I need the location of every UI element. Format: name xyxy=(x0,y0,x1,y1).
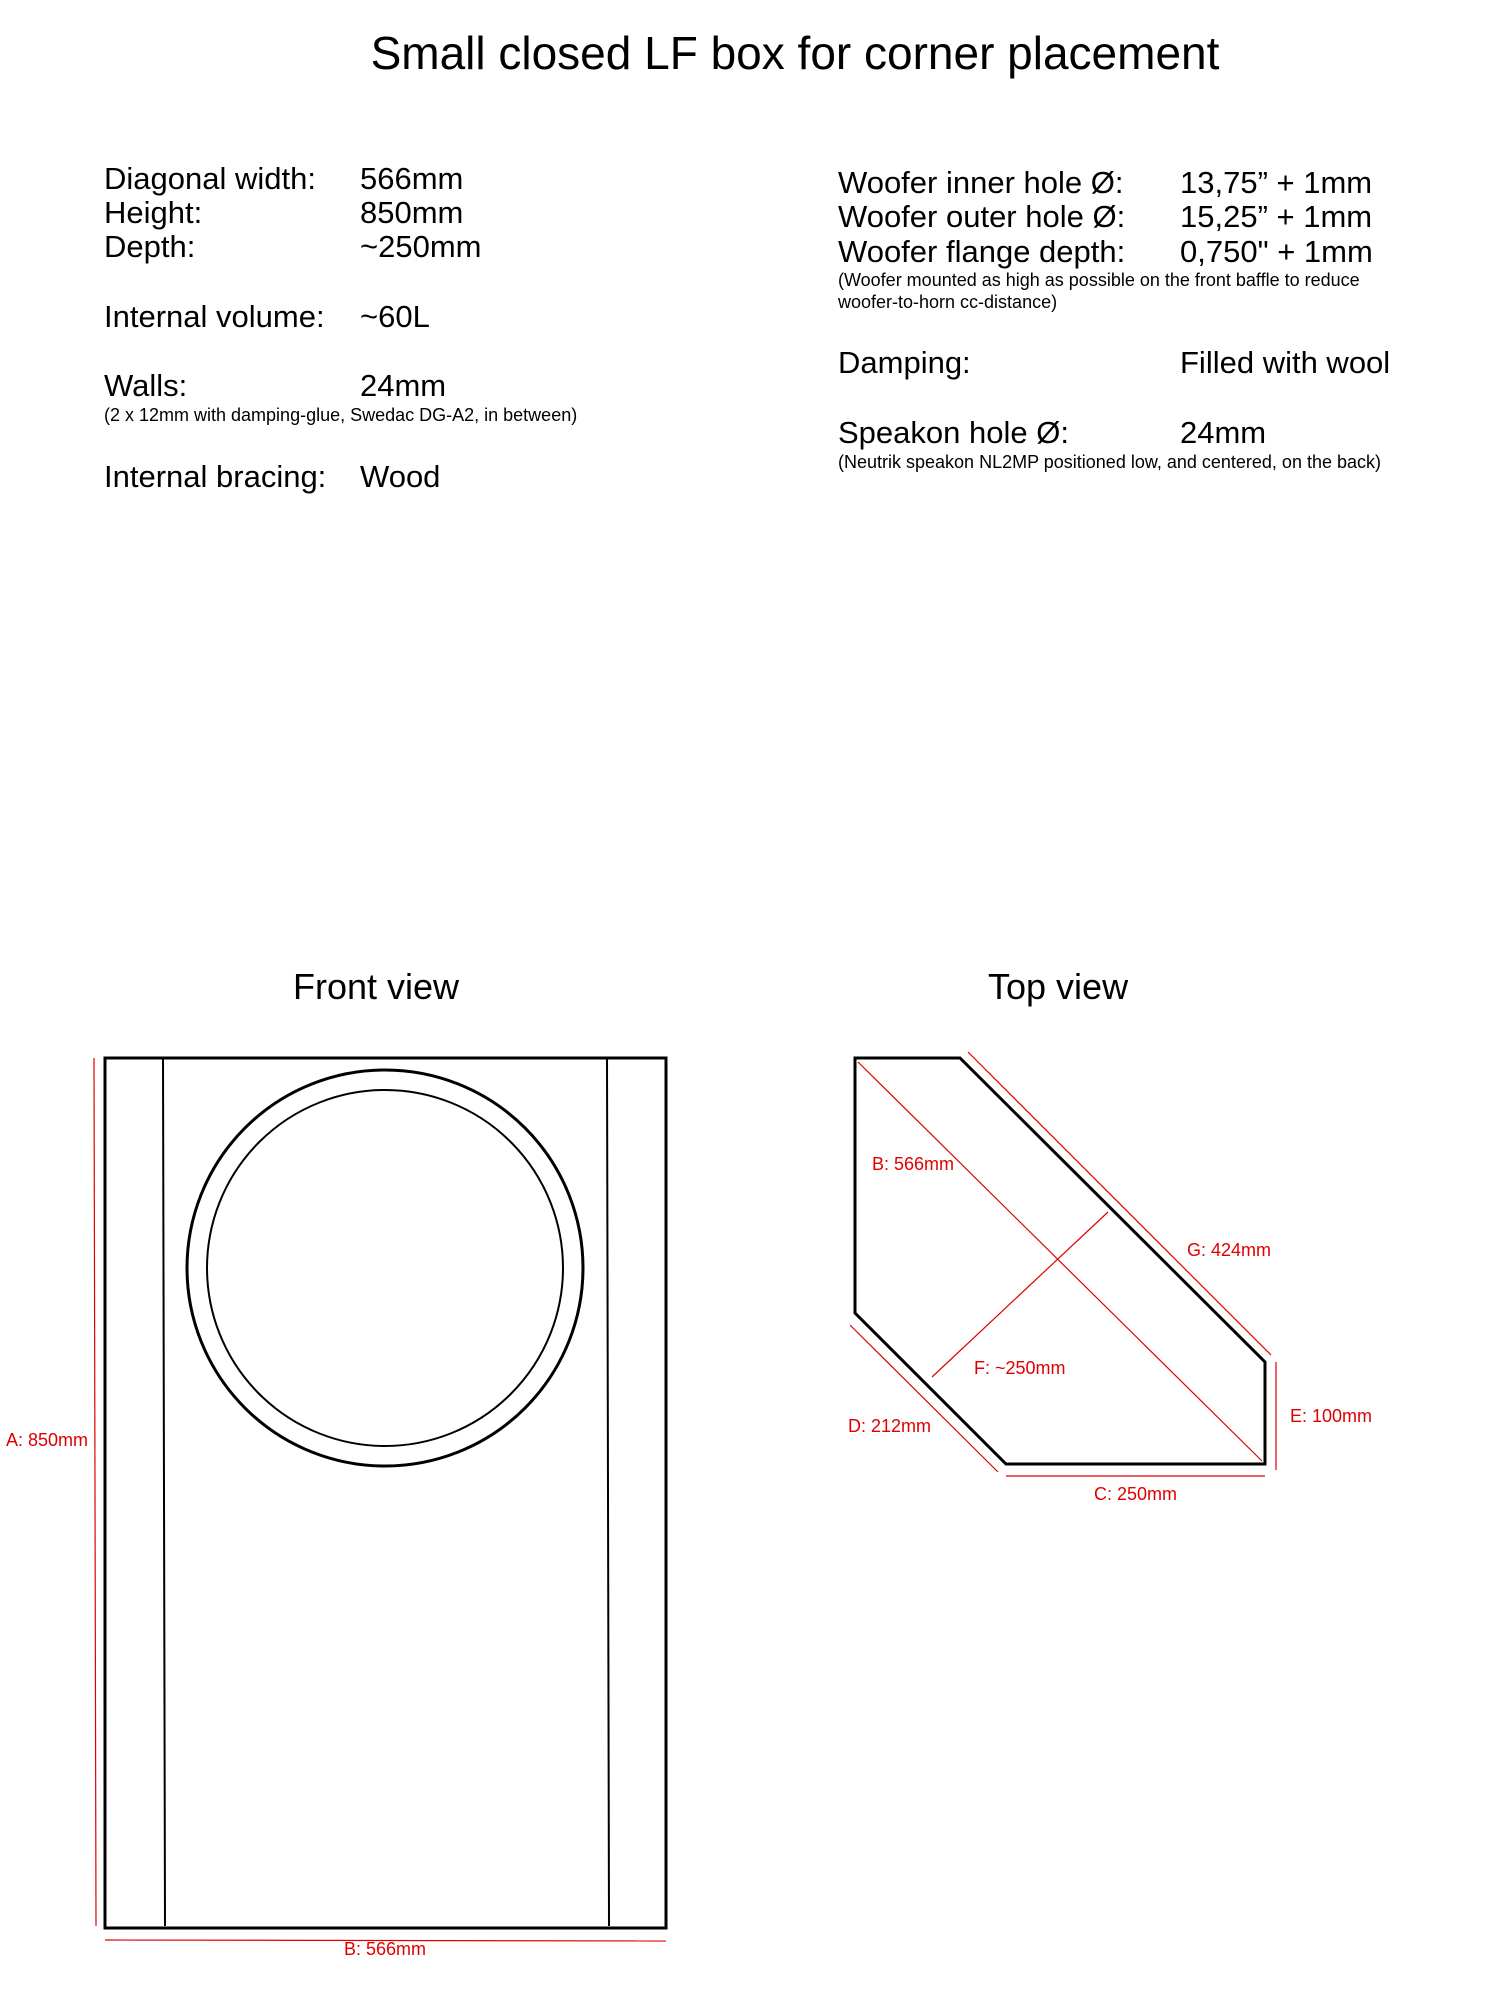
spec-internal-volume-label: Internal volume: xyxy=(104,299,325,334)
woofer-outer-hole xyxy=(187,1070,583,1466)
front-view-left-side-panel xyxy=(163,1058,165,1926)
front-height-label: A: 850mm xyxy=(6,1430,89,1450)
spec-woofer-flange-depth-label: Woofer flange depth: xyxy=(838,234,1126,269)
spec-woofer-outer-hole-value: 15,25” + 1mm xyxy=(1180,199,1373,234)
front-width-label: B: 566mm xyxy=(344,1939,427,1959)
spec-woofer-note-line1: (Woofer mounted as high as possible on the front baffle to reduce xyxy=(838,270,1360,290)
spec-speakon-hole-value: 24mm xyxy=(1180,415,1267,450)
spec-speakon-hole-label: Speakon hole Ø: xyxy=(838,415,1069,450)
front-view-right-side-panel xyxy=(607,1058,609,1926)
top-d-dimension-line xyxy=(850,1325,998,1472)
front-height-dimension-line xyxy=(94,1058,96,1926)
spec-damping-value: Filled with wool xyxy=(1180,345,1391,380)
top-view-title: Top view xyxy=(988,966,1129,1007)
spec-internal-bracing-value: Wood xyxy=(360,459,441,494)
spec-walls-value: 24mm xyxy=(360,368,447,403)
front-view-drawing xyxy=(6,1058,666,1959)
spec-woofer-note-line2: woofer-to-horn cc-distance) xyxy=(838,292,1058,312)
spec-walls-label: Walls: xyxy=(104,368,188,403)
top-d-label: D: 212mm xyxy=(848,1416,932,1436)
top-g-label: G: 424mm xyxy=(1187,1240,1272,1260)
top-c-label: C: 250mm xyxy=(1094,1484,1178,1504)
spec-internal-volume-value: ~60L xyxy=(360,299,430,334)
top-f-label: F: ~250mm xyxy=(974,1358,1066,1378)
spec-woofer-inner-hole-value: 13,75” + 1mm xyxy=(1180,165,1373,200)
spec-depth-value: ~250mm xyxy=(360,229,482,264)
spec-depth-label: Depth: xyxy=(104,229,196,264)
spec-height-label: Height: xyxy=(104,195,203,230)
front-view-title: Front view xyxy=(293,966,460,1007)
spec-internal-bracing-label: Internal bracing: xyxy=(104,459,327,494)
spec-woofer-inner-hole-label: Woofer inner hole Ø: xyxy=(838,165,1124,200)
spec-diagonal-width-value: 566mm xyxy=(360,161,464,196)
page-title: Small closed LF box for corner placement xyxy=(370,27,1220,79)
top-b-label: B: 566mm xyxy=(872,1154,955,1174)
spec-damping-label: Damping: xyxy=(838,345,971,380)
top-view-drawing xyxy=(848,1052,1372,1504)
spec-walls-note: (2 x 12mm with damping-glue, Swedac DG-A2, in between) xyxy=(104,405,578,425)
spec-woofer-outer-hole-label: Woofer outer hole Ø: xyxy=(838,199,1126,234)
spec-woofer-flange-depth-value: 0,750" + 1mm xyxy=(1180,234,1373,269)
spec-height-value: 850mm xyxy=(360,195,464,230)
spec-speakon-note: (Neutrik speakon NL2MP positioned low, and centered, on the back) xyxy=(838,452,1381,472)
top-diagonal-b-line xyxy=(858,1062,1262,1461)
top-g-dimension-line xyxy=(968,1052,1271,1355)
top-depth-f-line xyxy=(932,1212,1108,1377)
spec-diagonal-width-label: Diagonal width: xyxy=(104,161,316,196)
woofer-inner-hole xyxy=(207,1090,563,1446)
top-e-label: E: 100mm xyxy=(1290,1406,1373,1426)
front-view-outline xyxy=(105,1058,666,1928)
